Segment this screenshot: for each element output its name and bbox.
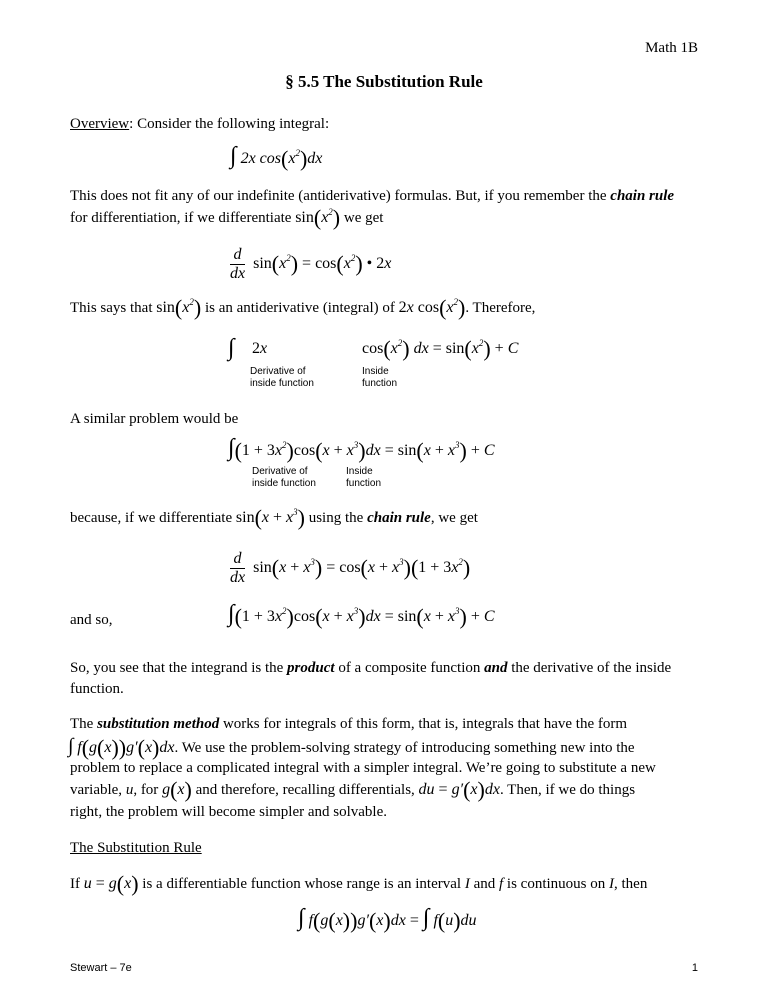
paragraph-3: A similar problem would be bbox=[70, 411, 239, 427]
paragraph-6-line-2: function. bbox=[70, 681, 124, 697]
integral-eq1: ∫ 2x $\cos(x^2)dx$ bbox=[230, 143, 323, 171]
footer-source: Stewart – 7e bbox=[70, 962, 132, 974]
derivative-eq2: $\frac{d}{dx}$ $\sin(x^2) = \cos(x^2)$ • 2x bbox=[230, 246, 392, 282]
integral-sign: ∫ bbox=[230, 143, 237, 169]
rule-heading: The Substitution Rule bbox=[70, 840, 202, 856]
paragraph-7-line-2: ∫ f(g(x))g′(x)dx. We use the problem-solving strategy of introducing something new into the bbox=[68, 735, 635, 760]
label-inside-function-2: Inside function bbox=[346, 466, 382, 489]
product-term: product bbox=[287, 660, 335, 676]
substitution-method-term: substitution method bbox=[97, 716, 220, 732]
paragraph-7-line-4: variable, u, for g(x) and therefore, recalling differentials, du = g′(x)dx. Then, if we do things bbox=[70, 777, 636, 802]
substitution-rule-equation: ∫ f(g(x))g′(x)dx = ∫ f(u)du bbox=[298, 905, 477, 933]
overview-line bbox=[70, 114, 329, 134]
overview-text: : Consider the following integral: bbox=[129, 116, 330, 132]
derivative-eq5: $\frac{d}{dx}$ $\sin(x + x^3) = \cos(x + x^3)(1 + 3x^2)$ bbox=[230, 550, 471, 586]
label-inside-function-1: Inside function bbox=[362, 366, 398, 389]
paragraph-7-line-3: problem to replace a complicated integral with a simpler integral. We’re going to substitute a new bbox=[70, 760, 656, 776]
paragraph-1-line-1: This does not fit any of our indefinite (antiderivative) formulas. But, if you remember the chain rule bbox=[70, 188, 675, 204]
paragraph-7-line-1: The substitution method works for integrals of this form, that is, integrals that have the form bbox=[70, 716, 628, 732]
paragraph-7-line-5: right, the problem will become simpler and solvable. bbox=[70, 804, 388, 820]
label-derivative-inside-1: Derivative of inside function bbox=[250, 366, 314, 389]
course-header: Math 1B bbox=[645, 40, 698, 56]
paragraph-4: because, if we differentiate $\sin(x + x^3)$ using the chain rule, we get bbox=[70, 505, 478, 530]
eq3-derivative: 2x bbox=[252, 340, 268, 357]
eq3-rest: $\cos(x^2)$ dx = $\sin(x^2) + C$ bbox=[362, 336, 519, 361]
integral-eq3: ∫ bbox=[228, 335, 235, 361]
chain-rule-term: chain rule bbox=[610, 188, 675, 204]
paragraph-2: This says that $\sin(x^2)$ is an antiderivative (integral) of 2x $\cos(x^2)$. Therefore, bbox=[70, 295, 536, 320]
paragraph-1-line-2: for differentiation, if we differentiate $\sin(x^2)$ we get bbox=[70, 205, 384, 230]
integral-eq4: $\int(1 + 3x^2)\cos(x + x^3)dx = \sin(x + x^3) + C$ bbox=[228, 435, 495, 463]
rule-statement: If u = g(x) is a differentiable function whose range is an interval I and f is continuous on I, then bbox=[70, 871, 648, 896]
and-term: and bbox=[484, 660, 508, 676]
page-number: 1 bbox=[691, 962, 698, 974]
chain-rule-term-2: chain rule bbox=[367, 510, 431, 526]
page-title: § 5.5 The Substitution Rule bbox=[285, 72, 483, 91]
label-derivative-inside-2: Derivative of inside function bbox=[252, 466, 316, 489]
and-so-label: and so, bbox=[70, 612, 113, 628]
overview-label: Overview bbox=[70, 116, 130, 132]
integral-eq6: $\int(1 + 3x^2)\cos(x + x^3)dx = \sin(x + x^3) + C$ bbox=[228, 601, 495, 629]
paragraph-6-line-1: So, you see that the integrand is the product of a composite function and the derivative of the inside bbox=[70, 660, 672, 676]
